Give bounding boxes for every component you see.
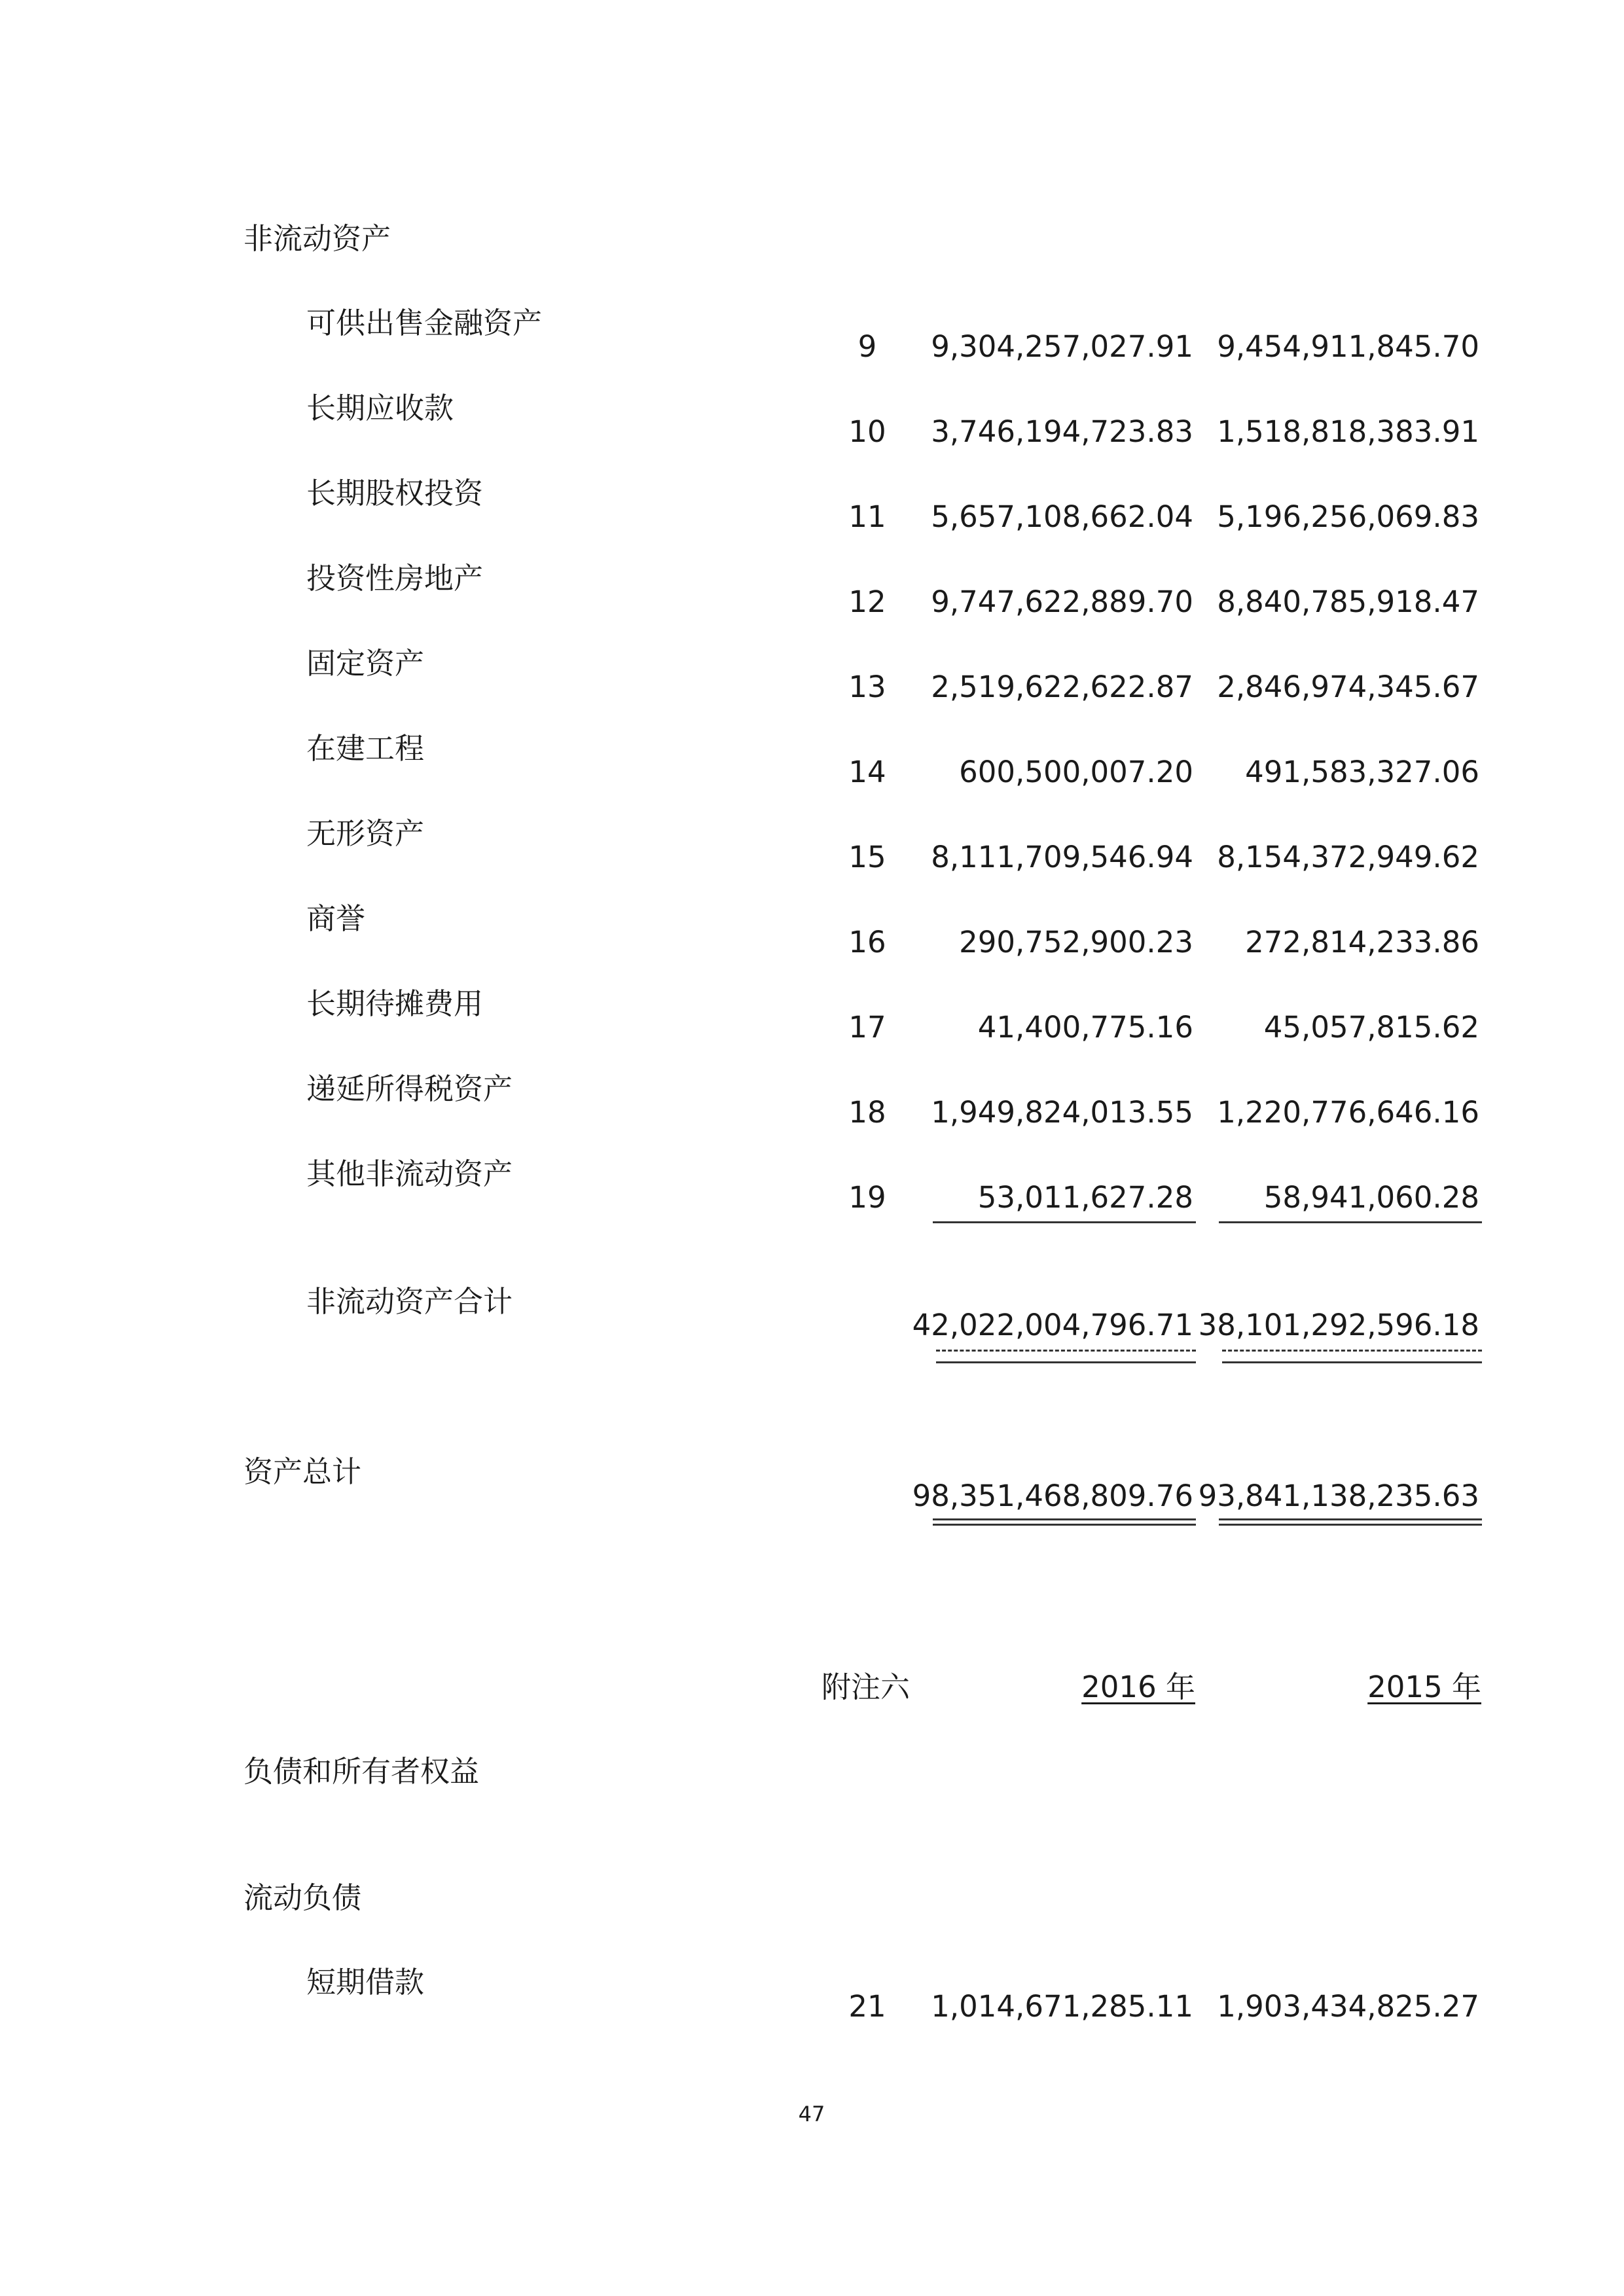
row-label: 递延所得税资产 [306, 1071, 513, 1106]
row-value-2016: 3,746,194,723.83 [931, 414, 1193, 449]
row-label: 长期股权投资 [306, 476, 484, 511]
row-value-2016: 2,519,622,622.87 [931, 670, 1193, 704]
row-note: 16 [848, 925, 886, 960]
row-value-2016: 290,752,900.23 [959, 925, 1193, 960]
noncurrent-total-label: 非流动资产合计 [306, 1284, 513, 1319]
total-dashed-rule-2015 [1222, 1350, 1482, 1352]
assets-total-double-rule-2016-b [933, 1524, 1196, 1526]
row-label: 在建工程 [306, 731, 425, 766]
subtotal-rule-2015 [1219, 1221, 1482, 1223]
row-label: 其他非流动资产 [306, 1157, 513, 1191]
row-note: 19 [848, 1180, 886, 1215]
row-value-2015: 45,057,815.62 [1263, 1010, 1479, 1045]
row-value-2016: 8,111,709,546.94 [931, 840, 1193, 874]
row-note: 21 [848, 1989, 886, 2024]
section-title-noncurrent-assets: 非流动资产 [244, 221, 391, 256]
row-value-2015: 8,154,372,949.62 [1217, 840, 1479, 874]
row-label: 投资性房地产 [306, 561, 484, 596]
row-value-2015: 1,518,818,383.91 [1217, 414, 1479, 449]
row-label: 无形资产 [306, 816, 425, 851]
row-value-2016: 600,500,007.20 [959, 755, 1193, 789]
column-header-2016: 2016 年 [1081, 1670, 1195, 1704]
row-label: 短期借款 [306, 1965, 425, 2000]
row-note: 10 [848, 414, 886, 449]
row-label: 可供出售金融资产 [306, 306, 543, 340]
row-label: 长期待摊费用 [306, 986, 484, 1021]
assets-total-2015: 93,841,138,235.63 [1198, 1479, 1479, 1513]
row-value-2015: 2,846,974,345.67 [1217, 670, 1479, 704]
row-value-2016: 1,014,671,285.11 [931, 1989, 1193, 2024]
row-label: 商誉 [306, 901, 366, 936]
row-note: 11 [848, 499, 886, 534]
noncurrent-total-2016: 42,022,004,796.71 [912, 1308, 1193, 1342]
row-value-2015: 1,903,434,825.27 [1217, 1989, 1479, 2024]
row-value-2016: 1,949,824,013.55 [931, 1095, 1193, 1130]
row-value-2015: 8,840,785,918.47 [1217, 584, 1479, 619]
assets-total-double-rule-2015-a [1219, 1518, 1482, 1520]
section-title-liabilities-equity: 负债和所有者权益 [244, 1754, 480, 1789]
assets-total-double-rule-2015-b [1219, 1524, 1482, 1526]
row-label: 长期应收款 [306, 391, 454, 425]
assets-total-2016: 98,351,468,809.76 [912, 1479, 1193, 1513]
row-note: 17 [848, 1010, 886, 1045]
assets-total-double-rule-2016-a [933, 1518, 1196, 1520]
assets-total-label: 资产总计 [244, 1454, 362, 1489]
row-note: 18 [848, 1095, 886, 1130]
row-value-2015: 9,454,911,845.70 [1217, 329, 1479, 364]
page-number: 47 [798, 2102, 825, 2126]
row-value-2016: 53,011,627.28 [977, 1180, 1193, 1215]
column-header-2015: 2015 年 [1367, 1670, 1481, 1704]
row-note: 9 [857, 329, 877, 364]
row-note: 13 [848, 670, 886, 704]
row-value-2015: 5,196,256,069.83 [1217, 499, 1479, 534]
row-note: 14 [848, 755, 886, 789]
row-value-2015: 272,814,233.86 [1245, 925, 1479, 960]
row-value-2016: 41,400,775.16 [977, 1010, 1193, 1045]
total-dashed-rule-2016 [936, 1350, 1196, 1352]
row-note: 12 [848, 584, 886, 619]
row-value-2015: 491,583,327.06 [1245, 755, 1479, 789]
subtotal-rule-2016 [933, 1221, 1196, 1223]
row-label: 固定资产 [306, 646, 425, 681]
row-value-2016: 5,657,108,662.04 [931, 499, 1193, 534]
column-header-note: 附注六 [821, 1670, 911, 1704]
row-value-2015: 1,220,776,646.16 [1217, 1095, 1479, 1130]
row-value-2016: 9,747,622,889.70 [931, 584, 1193, 619]
total-rule-2016 [936, 1361, 1196, 1363]
section-title-current-liabilities: 流动负债 [244, 1880, 362, 1915]
total-rule-2015 [1222, 1361, 1482, 1363]
row-value-2016: 9,304,257,027.91 [931, 329, 1193, 364]
noncurrent-total-2015: 38,101,292,596.18 [1198, 1308, 1479, 1342]
row-value-2015: 58,941,060.28 [1263, 1180, 1479, 1215]
row-note: 15 [848, 840, 886, 874]
